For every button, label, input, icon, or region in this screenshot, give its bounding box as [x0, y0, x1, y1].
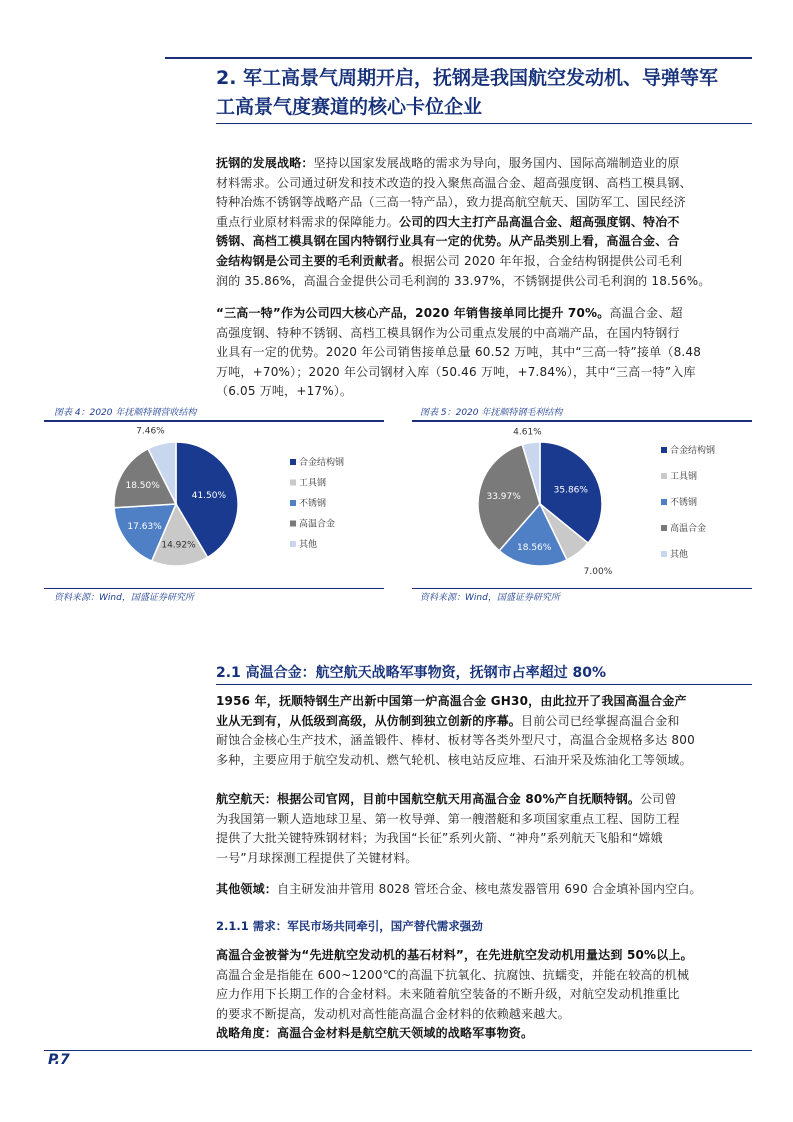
legend-swatch: [290, 459, 296, 465]
legend-swatch: [290, 541, 296, 547]
para-three-high: [216, 304, 752, 402]
text-line: “三高一特”作为公司四大核心产品，2020 年销售接单同比提升 70%。高温合金、超: [216, 306, 683, 320]
pie-label-3: 18.50%: [125, 480, 160, 491]
legend-swatch: [290, 521, 296, 527]
legend-swatch: [290, 480, 296, 486]
legend-label: 高温合金: [670, 524, 707, 534]
text-line: 战略角度：高温合金材料是航空航天领域的战略军事物资。: [216, 1026, 534, 1041]
pie-label-0: 35.86%: [553, 485, 588, 496]
text-line: 特种冶炼不锈钢等战略产品（三高一特产品），致力提高航空航天、国防军工、国民经济: [216, 195, 686, 210]
legend-label: 工具钢: [299, 478, 327, 489]
pie-chart-gross-profit: [412, 424, 752, 586]
legend-swatch: [661, 551, 667, 557]
figure-4-top-rule: [44, 420, 384, 422]
figure-4-bottom-rule: [44, 588, 384, 589]
legend-item-4: [290, 538, 317, 550]
pie-chart-revenue: [44, 424, 384, 586]
pie-label-3: 33.97%: [486, 492, 521, 503]
legend-label: 高温合金: [299, 519, 336, 530]
section-2-rule: [216, 123, 752, 124]
text-line: 润的 35.86%，高温合金提供公司毛利润的 33.97%，不锈钢提供公司毛利润的 18.56%。: [216, 273, 711, 288]
text-line: 应力作用下长期工作的合金材料。未来随着航空装备的不断升级，对航空发动机推重比: [216, 987, 680, 1002]
text-line: 为我国第一颗人造地球卫星、第一枚导弹、第一艘潜艇和多项国家重点工程、国防工程: [216, 811, 680, 826]
figure-5-top-rule: [412, 420, 752, 422]
section-2-1-title: 2.1 高温合金：航空航天战略军事物资，抚钢市占率超过 80%: [216, 665, 607, 681]
figure-4-title: 图表 4：2020 年抚顺特钢营收结构: [54, 408, 197, 418]
pie-label-0: 41.50%: [191, 490, 227, 501]
text-line: 高温合金是指能在 600~1200℃的高温下抗氧化、抗腐蚀、抗蠕变，并能在较高的机械: [216, 967, 690, 982]
legend-label: 合金结构钢: [670, 446, 716, 456]
legend-item-1: [290, 477, 326, 489]
legend-swatch: [661, 499, 667, 505]
legend-label: 其他: [670, 550, 689, 560]
section-2-title: [216, 64, 761, 122]
para-other-fields: [216, 880, 761, 900]
pie-label-2: 17.63%: [127, 522, 162, 533]
para-strategy: [216, 154, 752, 291]
figure-4-chart: [44, 424, 384, 586]
page-number: P.7: [48, 1052, 70, 1068]
legend-item-2: [290, 497, 326, 509]
text-line: 材料需求。公司通过研发和技术改造的投入聚焦高温合金、超高强度钢、高档工模具钢、: [216, 175, 692, 190]
figure-5-title: 图表 5：2020 年抚顺特钢毛利结构: [420, 408, 563, 418]
section-2-title-line2: 工高景气度赛道的核心卡位企业: [216, 96, 483, 118]
legend-item-0: [661, 444, 715, 456]
text-line: 业具有一定的优势。2020 年公司销售接单总量 60.52 万吨，其中“三高一特”接单（8.48: [216, 345, 702, 360]
legend-item-3: [290, 518, 335, 530]
text-line: 高温合金被誉为“先进航空发动机的基石材料”，在先进航空发动机用量达到 50%以上。: [216, 948, 693, 962]
text-line: 金结构钢是公司主要的毛利贡献者。根据公司 2020 年年报，合金结构钢提供公司毛利: [216, 253, 683, 268]
text-line: 高强度钢、特种不锈钢、高档工模具钢作为公司重点发展的中高端产品，在国内特钢行: [216, 325, 680, 340]
section-2-title-line1: 2. 军工高景气周期开启，抚钢是我国航空发动机、导弹等军: [216, 67, 719, 89]
header-rule: [165, 57, 752, 59]
legend-swatch: [661, 525, 667, 531]
pie-label-1: 7.00%: [583, 567, 613, 578]
figure-5-source: 资料来源：Wind，国盛证券研究所: [420, 593, 560, 603]
text-line: 提供了大批关键特殊钢材料；为我国“长征”系列火箭、“神舟”系列航天飞船和“嫦娥: [216, 831, 663, 846]
pie-label-2: 18.56%: [517, 543, 552, 554]
legend-swatch: [661, 447, 667, 453]
text-line: 抚钢的发展战略：坚持以国家发展战略的需求为导向，服务国内、国际高端制造业的原: [216, 156, 680, 170]
text-line: 万吨，+70%）；2020 年公司钢材入库（50.46 万吨，+7.84%），其中“三高一特”入库: [216, 364, 696, 379]
legend-item-3: [661, 522, 706, 534]
figure-5-bottom-rule: [412, 588, 752, 589]
legend-label: 不锈钢: [670, 498, 698, 508]
legend-swatch: [290, 500, 296, 506]
pie-label-1: 14.92%: [161, 540, 196, 551]
text-line: 航空航天：根据公司官网，目前中国航空航天用高温合金 80%产自抚顺特钢。公司曾: [216, 792, 677, 806]
text-line: 业从无到有，从低级到高级，从仿制到独立创新的序幕。目前公司已经掌握高温合金和: [216, 713, 680, 728]
para-gh30: [216, 692, 752, 770]
legend-item-0: [290, 456, 344, 468]
para-superalloy-demand: [216, 946, 761, 1044]
legend-label: 不锈钢: [299, 499, 327, 509]
text-line: 锈钢、高档工模具钢在国内特钢行业具有一定的优势。从产品类别上看，高温合金、合: [216, 234, 680, 249]
text-line: 重点行业原材料需求的保障能力。公司的四大主打产品高温合金、超高强度钢、特冶不: [216, 214, 680, 229]
legend-item-1: [661, 470, 697, 482]
text-line: 耐蚀合金核心生产技术，涵盖锻件、棒材、板材等各类外型尺寸，高温合金规格多达 800: [216, 733, 695, 748]
figure-5-chart: [412, 424, 752, 586]
pie-label-4: 7.46%: [136, 426, 165, 437]
footer-rule: [44, 1050, 752, 1051]
text-line: 1956 年，抚顺特钢生产出新中国第一炉高温合金 GH30，由此拉开了我国高温合金产: [216, 694, 687, 708]
legend-label: 合金结构钢: [299, 458, 345, 468]
legend-item-2: [661, 496, 697, 508]
figure-4-source: 资料来源：Wind，国盛证券研究所: [54, 593, 194, 603]
legend-swatch: [661, 473, 667, 479]
section-2-1-rule: [216, 684, 752, 685]
legend-item-4: [661, 548, 688, 560]
pie-label-4: 4.61%: [513, 427, 542, 438]
text-line: （6.05 万吨，+17%）。: [216, 384, 353, 399]
section-2-1-1-title: 2.1.1 需求：军民市场共同牵引，国产替代需求强劲: [216, 919, 483, 933]
text-line: 的要求不断提高，发动机对高性能高温合金材料的依赖越来越大。: [216, 1006, 570, 1021]
legend-label: 工具钢: [670, 472, 698, 482]
text-line: 其他领域：自主研发油井管用 8028 管坯合金、核电蒸发器管用 690 合金填补国内空白。: [216, 882, 702, 896]
text-line: 一号”月球探测工程提供了关键材料。: [216, 850, 418, 865]
legend-label: 其他: [299, 540, 318, 550]
text-line: 多种，主要应用于航空发动机、燃气轮机、核电站反应堆、石油开采及炼油化工等领域。: [216, 752, 692, 767]
para-aerospace: [216, 790, 752, 868]
